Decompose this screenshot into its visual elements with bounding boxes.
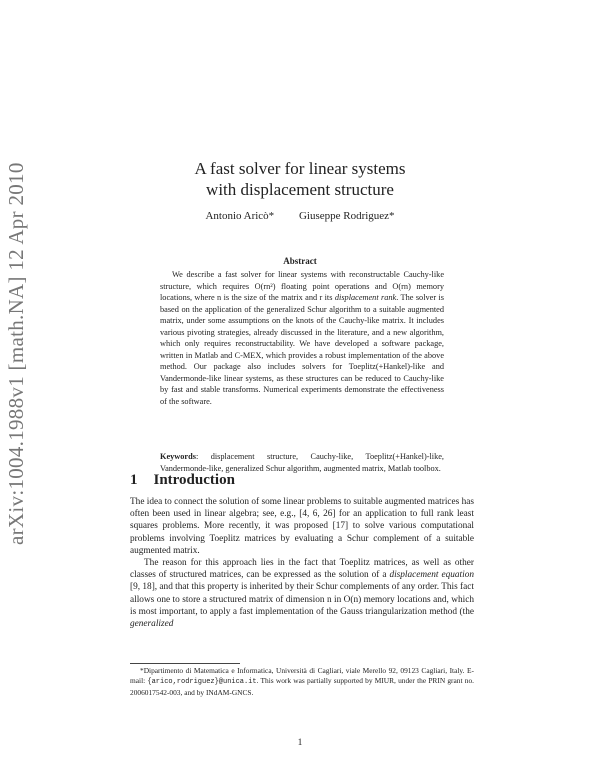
intro-paragraph-1: The idea to connect the solution of some linear problems to suitable augmented matrices has often been used in linear algebra; see, e.g., [4, 6, 26] for an application to full rank least squares problems. More recently, it was proposed [17] to solve various computational problems involving Toeplitz matrices by evaluating a Schur complement of a suitable augmented matrix.	[130, 497, 474, 556]
title-line-1: A fast solver for linear systems	[194, 159, 406, 178]
title-line-2: with displacement structure	[206, 180, 394, 199]
footnote-divider	[130, 663, 240, 664]
keywords-block	[160, 451, 444, 474]
intro-paragraph-2	[130, 557, 474, 630]
abstract-body	[160, 269, 444, 407]
footnote-text-1: *Dipartimento di Matematica e Informatica, Università di Cagliari, viale Merello 92, 09123 Cagliari, Italy. E-mail:	[130, 666, 474, 685]
section-title: Introduction	[153, 472, 235, 488]
page-number: 1	[297, 738, 303, 748]
abstract-heading: Abstract	[283, 256, 317, 266]
abstract-text-1: We describe a fast solver for linear systems with reconstructable Cauchy-like structure, which requires O(rn²) floating point operations and O(rn) memory locations, where n is the size of the matrix and r its	[160, 270, 444, 302]
author-rodriguez: Giuseppe Rodriguez*	[298, 210, 395, 222]
author-list	[130, 210, 470, 222]
intro-p2-italic-2: generalized	[130, 619, 174, 630]
arxiv-identifier-stamp: arXiv:1004.1988v1 [math.NA] 12 Apr 2010	[4, 162, 28, 545]
introduction-body	[130, 496, 474, 630]
section-number: 1	[130, 472, 138, 488]
author-arico: Antonio Aricò*	[205, 210, 275, 222]
abstract-italic-term: displacement rank	[334, 293, 397, 302]
footnote-email: {arico,rodriguez}@unica.it	[147, 677, 257, 686]
intro-p2-text-1: The reason for this approach lies in the fact that Toeplitz matrices, as well as other classes of structured matrices, can be expressed as the solution of a	[130, 558, 474, 581]
intro-p2-text-2: [9, 18], and that this property is inherited by their Schur complements of any order. This fact allows one to store a structured matrix of dimension n in O(n) memory locations and, which is most important, to apply a fast implementation of the Gauss triangularization method (the	[130, 582, 474, 617]
keywords-list: : displacement structure, Cauchy-like, Toeplitz(+Hankel)-like, Vandermonde-like, generalized Schur algorithm, augmented matrix, Matlab toolbox.	[160, 452, 444, 473]
footnote-text-2: . This work was partially supported by MIUR, under the PRIN grant no. 2006017542-003, and by INdAM-GNCS.	[130, 675, 474, 697]
abstract-text-2: . The solver is based on the application of the generalized Schur algorithm to a suitable augmented matrix, under some assumptions on the knots of the Cauchy-like matrix. It includes various pivoting strategies, already discussed in the literature, and a new algorithm, which only requires reconstructability. We have developed a software package, written in Matlab and C-MEX, which provides a robust implementation of the above method. Our package also includes solvers for Toeplitz(+Hankel)-like and Vandermonde-like linear systems, as these structures can be reduced to Cauchy-like by fast and stable transforms. Numerical experiments demonstrate the effectiveness of the software.	[160, 293, 445, 406]
paper-title	[130, 158, 470, 200]
intro-p2-italic-1: displacement equation	[389, 570, 474, 581]
keywords-label: Keywords	[160, 452, 196, 461]
section-heading-introduction	[130, 472, 470, 489]
author-affiliation-footnote	[130, 666, 474, 697]
